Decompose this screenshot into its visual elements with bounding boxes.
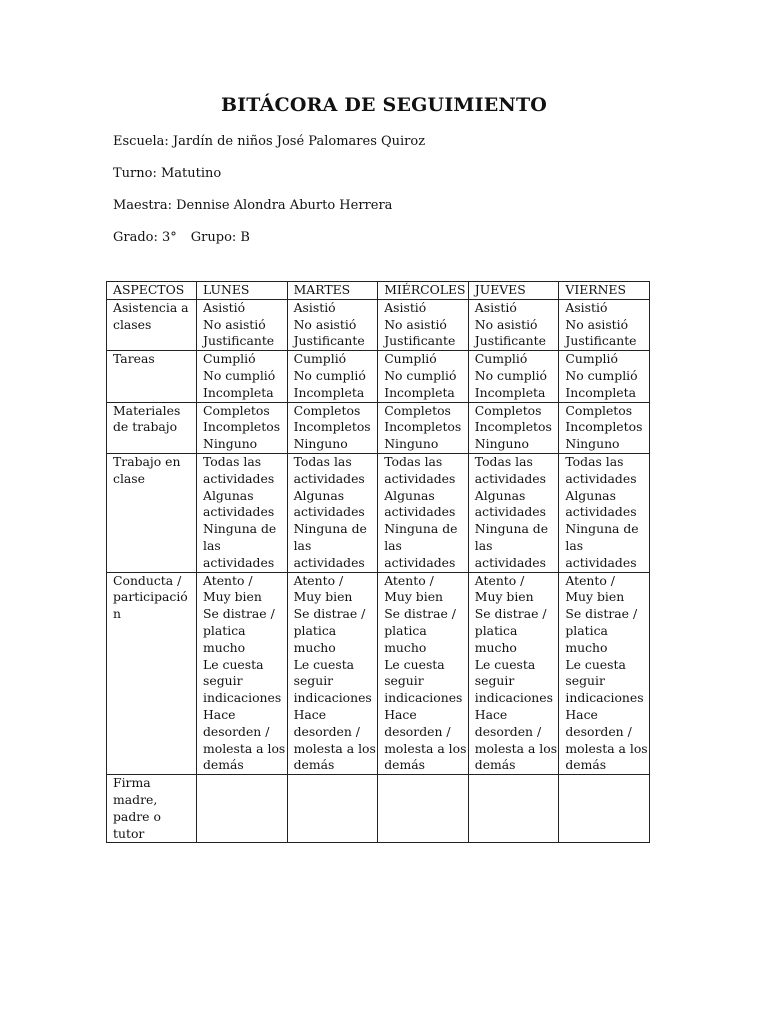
option-line: Algunas — [384, 487, 435, 503]
option-cell-wednesday — [378, 453, 469, 572]
option-cell-wednesday — [378, 402, 469, 453]
option-line: Muy bien — [384, 589, 444, 605]
option-line: mucho — [565, 639, 608, 655]
option-line: Ninguna de — [203, 521, 277, 537]
option-line: Asistió — [203, 299, 246, 315]
option-line: Todas las — [565, 453, 624, 469]
option-line: desorden / — [384, 723, 451, 739]
option-line: Muy bien — [474, 589, 534, 605]
option-line: demás — [565, 757, 607, 773]
option-line: No asistió — [474, 316, 538, 332]
option-cell-thursday — [468, 402, 559, 453]
option-line: indicaciones — [203, 690, 282, 706]
option-line: Ninguno — [474, 436, 529, 452]
option-line: actividades — [203, 504, 275, 520]
option-line: Hace — [474, 706, 508, 722]
option-line: Incompletos — [474, 419, 552, 435]
option-cell-tuesday — [287, 572, 378, 775]
aspect-label-line: n — [113, 606, 121, 622]
option-line: demás — [203, 757, 244, 773]
option-cell-thursday — [468, 351, 559, 402]
option-line: Ninguno — [384, 436, 439, 452]
option-cell-monday — [197, 351, 288, 402]
option-line: Le cuesta — [565, 656, 626, 672]
option-line: platica — [565, 622, 608, 638]
option-line: Atento / — [474, 572, 525, 588]
option-line: Todas las — [384, 453, 443, 469]
option-line: desorden / — [203, 723, 270, 739]
option-line: Algunas — [293, 487, 345, 503]
option-line: Algunas — [474, 487, 526, 503]
option-line: Muy bien — [203, 589, 262, 605]
option-line: actividades — [203, 470, 275, 486]
option-line: No cumplió — [293, 367, 366, 383]
signature-label-line: Firma — [113, 775, 151, 791]
option-line: molesta a los — [384, 740, 467, 756]
option-line: Incompleta — [203, 384, 274, 400]
option-line: actividades — [565, 554, 637, 570]
option-line: Le cuesta — [384, 656, 445, 672]
option-line: Hace — [293, 706, 327, 722]
option-line: Hace — [384, 706, 417, 722]
option-cell-tuesday — [287, 299, 378, 350]
option-line: Ninguno — [203, 436, 258, 452]
option-line: No asistió — [293, 316, 357, 332]
group-text: Grupo: B — [190, 230, 250, 245]
option-line: Cumplió — [384, 351, 437, 367]
option-line: actividades — [565, 504, 637, 520]
option-cell-tuesday — [287, 351, 378, 402]
option-line: Se distrae / — [293, 606, 366, 622]
option-cell-friday — [559, 453, 650, 572]
option-line: indicaciones — [384, 690, 463, 706]
option-line: actividades — [293, 470, 365, 486]
aspect-label-line: Asistencia a — [113, 299, 189, 315]
option-line: Atento / — [203, 572, 253, 588]
option-line: No cumplió — [384, 367, 457, 383]
option-cell-friday — [559, 299, 650, 350]
option-line: No cumplió — [565, 367, 638, 383]
option-line: Justificante — [384, 333, 456, 349]
option-line: Ninguna de — [565, 521, 639, 537]
option-line: No cumplió — [203, 367, 276, 383]
aspect-cell — [107, 402, 197, 453]
option-cell-wednesday — [378, 351, 469, 402]
signature-cell-wednesday — [378, 775, 469, 843]
option-line: Completos — [384, 402, 451, 418]
option-line: Muy bien — [565, 589, 625, 605]
option-line: Atento / — [293, 572, 344, 588]
option-line: Atento / — [384, 572, 434, 588]
option-line: Muy bien — [293, 589, 353, 605]
option-line: No asistió — [203, 316, 266, 332]
option-line: seguir — [384, 673, 424, 689]
option-line: Incompletos — [384, 419, 462, 435]
option-line: Completos — [293, 402, 361, 418]
option-line: actividades — [474, 554, 546, 570]
signature-cell-friday — [559, 775, 650, 843]
option-line: seguir — [293, 673, 334, 689]
option-line: las — [384, 537, 402, 553]
aspect-label-line: clase — [113, 470, 145, 486]
option-line: seguir — [565, 673, 605, 689]
option-line: Hace — [565, 706, 598, 722]
table-header-row — [107, 282, 650, 300]
header-monday: LUNES — [197, 282, 288, 300]
option-line: Cumplió — [565, 351, 618, 367]
table-row — [107, 299, 650, 350]
option-line: actividades — [565, 470, 637, 486]
aspect-cell — [107, 299, 197, 350]
option-line: Justificante — [474, 333, 546, 349]
option-line: Se distrae / — [474, 606, 547, 622]
option-line: molesta a los — [293, 740, 376, 756]
option-line: Ninguno — [565, 436, 620, 452]
option-line: Atento / — [565, 572, 615, 588]
option-line: Ninguna de — [293, 521, 367, 537]
option-line: Le cuesta — [293, 656, 355, 672]
aspect-label-line: de trabajo — [113, 419, 178, 435]
option-line: demás — [384, 757, 425, 773]
signature-label-line: madre, — [113, 791, 158, 807]
option-line: Ninguno — [293, 436, 348, 452]
option-line: Incompleta — [565, 384, 636, 400]
option-line: Todas las — [293, 453, 352, 469]
option-line: desorden / — [293, 723, 360, 739]
option-line: molesta a los — [565, 740, 648, 756]
option-line: platica — [384, 622, 427, 638]
header-aspects: ASPECTOS — [107, 282, 197, 300]
option-line: Asistió — [565, 299, 608, 315]
aspect-cell — [107, 453, 197, 572]
option-line: actividades — [203, 554, 275, 570]
signature-cell-tuesday — [287, 775, 378, 843]
header-wednesday: MIÉRCOLES — [378, 282, 469, 300]
option-line: mucho — [474, 639, 517, 655]
option-line: Le cuesta — [203, 656, 264, 672]
option-line: Algunas — [203, 487, 254, 503]
option-line: Completos — [203, 402, 270, 418]
aspect-cell — [107, 351, 197, 402]
option-line: Justificante — [203, 333, 275, 349]
option-line: Completos — [565, 402, 633, 418]
option-line: Le cuesta — [474, 656, 536, 672]
option-line: Asistió — [384, 299, 427, 315]
header-friday: VIERNES — [559, 282, 650, 300]
option-line: mucho — [203, 639, 246, 655]
teacher-line: Maestra: Dennise Alondra Aburto Herrera — [113, 198, 393, 213]
option-cell-monday — [197, 299, 288, 350]
option-cell-wednesday — [378, 299, 469, 350]
option-line: actividades — [384, 504, 456, 520]
option-line: Cumplió — [293, 351, 347, 367]
option-cell-monday — [197, 453, 288, 572]
option-line: No asistió — [565, 316, 629, 332]
option-line: Incompletos — [565, 419, 643, 435]
option-line: Hace — [203, 706, 236, 722]
option-line: platica — [203, 622, 246, 638]
option-cell-friday — [559, 351, 650, 402]
option-line: demás — [474, 757, 516, 773]
option-line: indicaciones — [565, 690, 644, 706]
option-line: No asistió — [384, 316, 447, 332]
option-line: molesta a los — [474, 740, 558, 756]
signature-label-line: padre o — [113, 808, 161, 824]
option-line: seguir — [474, 673, 515, 689]
option-line: Incompleta — [474, 384, 546, 400]
table-row — [107, 402, 650, 453]
option-line: Incompletos — [203, 419, 281, 435]
option-line: Justificante — [565, 333, 637, 349]
aspect-label-line: participació — [113, 589, 188, 605]
option-line: Cumplió — [203, 351, 256, 367]
tracking-table — [106, 281, 650, 843]
option-line: Incompletos — [293, 419, 371, 435]
option-line: indicaciones — [293, 690, 372, 706]
option-line: las — [203, 537, 221, 553]
signature-cell-thursday — [468, 775, 559, 843]
option-line: Se distrae / — [565, 606, 638, 622]
aspect-label-line: Tareas — [113, 351, 155, 367]
option-line: Completos — [474, 402, 542, 418]
option-line: mucho — [384, 639, 427, 655]
option-line: Todas las — [474, 453, 533, 469]
aspect-label-line: Trabajo en — [113, 453, 181, 469]
option-line: Todas las — [203, 453, 262, 469]
option-line: actividades — [384, 470, 456, 486]
table-row — [107, 351, 650, 402]
option-line: Justificante — [293, 333, 365, 349]
option-cell-tuesday — [287, 402, 378, 453]
option-line: desorden / — [565, 723, 632, 739]
option-cell-thursday — [468, 299, 559, 350]
option-cell-tuesday — [287, 453, 378, 572]
table-row — [107, 572, 650, 775]
option-line: actividades — [384, 554, 456, 570]
school-line: Escuela: Jardín de niños José Palomares Quiroz — [113, 134, 426, 149]
option-line: actividades — [474, 504, 546, 520]
option-cell-thursday — [468, 572, 559, 775]
option-line: las — [293, 537, 312, 553]
grade-text: Grado: 3° — [113, 230, 177, 245]
option-line: seguir — [203, 673, 243, 689]
aspect-label-line: clases — [113, 316, 152, 332]
option-line: Se distrae / — [384, 606, 456, 622]
option-line: actividades — [293, 554, 365, 570]
option-cell-monday — [197, 572, 288, 775]
signature-label-line: tutor — [113, 825, 145, 841]
header-thursday: JUEVES — [468, 282, 559, 300]
option-line: las — [474, 537, 493, 553]
option-line: Incompleta — [293, 384, 365, 400]
option-cell-friday — [559, 572, 650, 775]
option-line: las — [565, 537, 584, 553]
aspect-cell — [107, 572, 197, 775]
option-line: platica — [293, 622, 337, 638]
grade-group-line — [113, 230, 250, 246]
signature-cell-monday — [197, 775, 288, 843]
option-cell-monday — [197, 402, 288, 453]
header-tuesday: MARTES — [287, 282, 378, 300]
option-line: Cumplió — [474, 351, 528, 367]
option-line: Incompleta — [384, 384, 455, 400]
option-cell-thursday — [468, 453, 559, 572]
aspect-label-line: Conducta / — [113, 572, 182, 588]
option-line: desorden / — [474, 723, 542, 739]
document-title: BITÁCORA DE SEGUIMIENTO — [220, 94, 548, 116]
option-cell-wednesday — [378, 572, 469, 775]
option-line: Ninguna de — [474, 521, 549, 537]
option-line: indicaciones — [474, 690, 553, 706]
option-line: Algunas — [565, 487, 616, 503]
option-line: Se distrae / — [203, 606, 275, 622]
table-row — [107, 453, 650, 572]
option-line: molesta a los — [203, 740, 286, 756]
option-line: demás — [293, 757, 335, 773]
option-line: actividades — [474, 470, 546, 486]
signature-row — [107, 775, 650, 843]
option-line: platica — [474, 622, 518, 638]
shift-line: Turno: Matutino — [113, 166, 222, 181]
option-line: Ninguna de — [384, 521, 458, 537]
option-line: mucho — [293, 639, 336, 655]
option-line: Asistió — [474, 299, 517, 315]
option-cell-friday — [559, 402, 650, 453]
aspect-label-line: Materiales — [113, 402, 181, 418]
signature-label-cell — [107, 775, 197, 843]
option-line: No cumplió — [474, 367, 548, 383]
option-line: Asistió — [293, 299, 336, 315]
option-line: actividades — [293, 504, 365, 520]
